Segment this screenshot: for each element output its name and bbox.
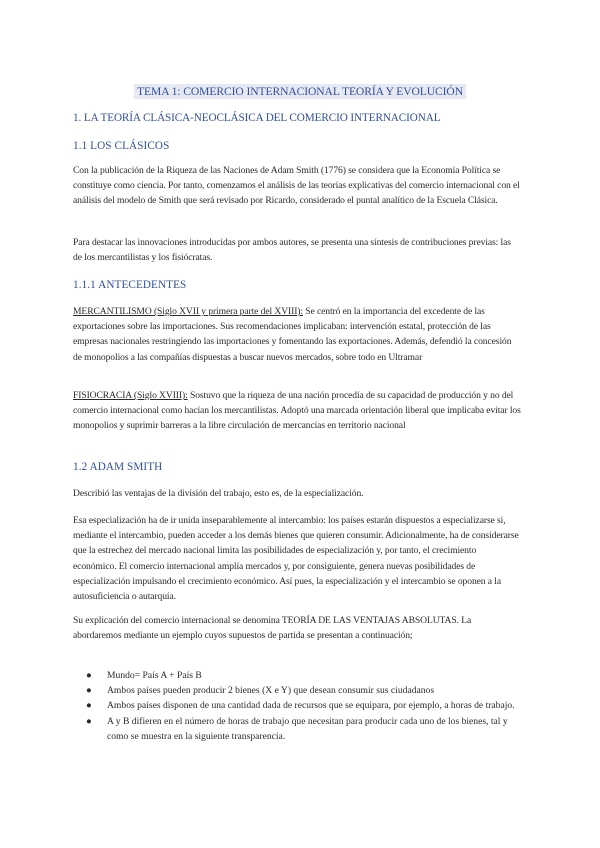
bullet-icon: ● xyxy=(86,685,92,697)
smith-paragraph-3 xyxy=(73,613,521,643)
section-heading-1-1: 1.1 LOS CLÁSICOS xyxy=(73,140,170,152)
section-heading-1-1-1: 1.1.1 ANTECEDENTES xyxy=(73,279,187,291)
fisiocracia-text: Sostuvo que la riqueza de una nación procedía de su capacidad de producción y no del comercio internacional como hacían los mercantilistas. Adoptó una marcada orientación liberal que implicaba evitar los monopolios y suprimir barreras a la libre circulación de mercancías en territorio nacional xyxy=(73,390,521,432)
assumptions-list xyxy=(86,668,522,744)
list-item xyxy=(86,698,522,713)
clasicos-paragraph-2: Para destacar las innovaciones introducidas por ambos autores, se presenta una síntesis de contribuciones previas: las de los mercantilistas y los fisiócratas. xyxy=(73,237,511,264)
list-item-text: Ambos países pueden producir 2 bienes (X e Y) que desean consumir sus ciudadanos xyxy=(107,685,435,697)
bullet-icon: ● xyxy=(86,670,92,681)
mercantilismo-paragraph xyxy=(73,304,521,365)
mercantilismo-text: Se centró en la importancia del excedente de las exportaciones sobre las importaciones. Sus recomendaciones implicaban: intervención estatal, protección de las empresas nacionales restringiendo las importaciones y fomentando las exportaciones. Además, defendió la concesión de monopolios a las compañías dispuestas a buscar nuevos mercados, sobre todo en Ultramar xyxy=(73,306,512,363)
clasicos-paragraph-1: Con la publicación de la Riqueza de las Naciones de Adam Smith (1776) se considera que la Economía Política se constituye como ciencia. Por tanto, comenzamos el análisis de las teorías explicativas del comercio internacional con el análisis del modelo de Smith que será revisado por Ricardo, considerado el puntal analítico de la Escuela Clásica. xyxy=(73,165,520,207)
list-item-text: Mundo= País A + País B xyxy=(107,670,202,681)
smith-paragraph-3-start: Su explicación del comercio internacional se denomina xyxy=(73,615,282,626)
mercantilismo-label: MERCANTILISMO (Siglo XVII y primera parte del XVIII): xyxy=(73,306,303,317)
section-heading-1-2: 1.2 ADAM SMITH xyxy=(73,461,163,473)
smith-paragraph-1: Describió las ventajas de la división del trabajo, esto es, de la especialización. xyxy=(73,488,364,499)
smith-paragraph-3-end: . La abordaremos mediante un ejemplo cuyos supuestos de partida se presentan a continuación; xyxy=(73,615,472,642)
list-item xyxy=(86,668,522,683)
section-heading-1: 1. LA TEORÍA CLÁSICA-NEOCLÁSICA DEL COMERCIO INTERNACIONAL xyxy=(73,112,441,124)
fisiocracia-paragraph xyxy=(73,388,521,434)
title-wrapper xyxy=(0,82,600,100)
bullet-icon: ● xyxy=(86,700,92,712)
smith-paragraph-2: Esa especialización ha de ir unida inseparablemente al intercambio: los países estarán dispuestos a especializarse si, mediante el intercambio, pueden acceder a los demás bienes que quieren consumir. Adicionalmente, ha de considerarse que la estrechez del mercado nacional limita las posibilidades de especialización y, por tanto, el crecimiento económico. El comercio internacional amplía mercados y, por consiguiente, genera nuevas posibilidades de especialización impulsando el crecimiento económico. Así pues, la especialización y el intercambio se oponen a la autosuficiencia o autarquía. xyxy=(73,515,519,603)
list-item-text: A y B difieren en el número de horas de trabajo que necesitan para producir cada uno de los bienes, tal y como se muestra en la siguiente transparencia. xyxy=(107,715,508,742)
list-item xyxy=(86,714,522,744)
fisiocracia-label: FISIOCRACIA (Siglo XVIII): xyxy=(73,390,188,401)
list-item xyxy=(86,683,522,698)
bullet-icon: ● xyxy=(86,715,92,727)
ventajas-absolutas-term: TEORÍA DE LAS VENTAJAS ABSOLUTAS xyxy=(281,615,457,626)
document-title: TEMA 1: COMERCIO INTERNACIONAL TEORÍA Y EVOLUCIÓN xyxy=(134,84,466,99)
list-item-text: Ambos países disponen de una cantidad dada de recursos que se equipara, por ejemplo, a horas de trabajo. xyxy=(107,700,515,712)
